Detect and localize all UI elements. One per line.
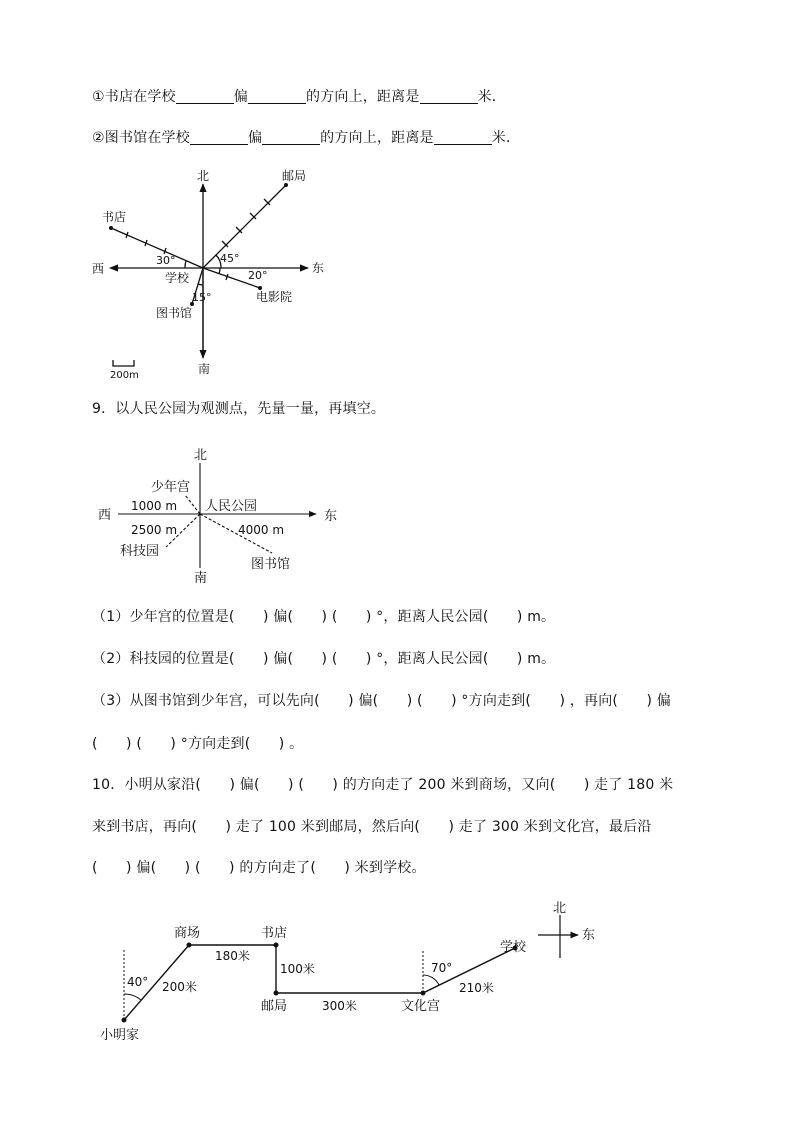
q10-label-post-office: 邮局 (261, 999, 288, 1014)
q8-angle-45: 45° (220, 252, 240, 265)
q8-line1-part1: ①书店在学校 (92, 89, 176, 105)
q8-line2-part4: 米． (491, 130, 521, 146)
q9-label-west: 西 (98, 508, 112, 523)
q8-label-post-office: 邮局 (282, 169, 307, 183)
q8-label-west: 西 (92, 262, 105, 276)
q9-ray-youth-palace (185, 495, 200, 514)
q9-label-library: 图书馆 (251, 557, 291, 572)
q8-label-bookstore: 书店 (102, 210, 127, 224)
q10-angle-40: 40° (127, 975, 149, 989)
q8-line2-part1: ②图书馆在学校 (92, 130, 190, 146)
q9-question-2: （2）科技园的位置是( ) 偏( ) ( ) °，距离人民公园( ) m。 (92, 651, 556, 667)
q10-dist-300: 300米 (322, 999, 357, 1013)
q8-label-cinema: 电影院 (256, 290, 293, 304)
q10-line-3: ( ) 偏( ) ( ) 的方向走了( ) 米到学校。 (92, 860, 426, 876)
q8-angle-15: 15° (192, 291, 212, 304)
q10-label-home: 小明家 (100, 1028, 140, 1043)
q9-question-3a: （3）从图书馆到少年宫，可以先向( ) 偏( ) ( ) °方向走到( ) ，再向( ) 偏 (92, 693, 671, 709)
q10-dist-180: 180米 (215, 949, 250, 963)
q10-label-school: 学校 (500, 940, 527, 955)
q8-label-south: 南 (198, 362, 211, 376)
q9-title: 9．以人民公园为观测点，先量一量，再填空。 (92, 401, 386, 417)
q10-label-mall: 商场 (174, 926, 201, 941)
q8-line1-part4: 米． (477, 89, 506, 105)
q9-label-youth-palace: 少年宫 (151, 480, 191, 495)
q8-line2-part3: 的方向上，距离是 (320, 130, 434, 146)
q10-line-2: 来到书店，再向( ) 走了 100 米到邮局，然后向( ) 走了 300 米到文化宫，最后沿 (92, 819, 652, 835)
q9-question-1: （1）少年宫的位置是( ) 偏( ) ( ) °，距离人民公园( ) m。 (92, 609, 556, 625)
q10-compass-north: 北 (553, 901, 567, 916)
q8-line2-part2: 偏 (247, 130, 263, 146)
q9-label-south: 南 (194, 571, 208, 586)
q9-label-tech-park: 科技园 (120, 544, 160, 559)
q8-label-north: 北 (197, 169, 210, 183)
q9-dist-library: 4000 m (238, 523, 285, 537)
q10-compass-east: 东 (582, 928, 596, 943)
q9-dist-tech: 2500 m (131, 523, 178, 537)
q10-label-culture-palace: 文化宫 (401, 999, 441, 1014)
q8-angle-30: 30° (156, 254, 176, 267)
q8-angle-20: 20° (248, 269, 268, 282)
q9-question-3b: ( ) ( ) °方向走到( ) 。 (92, 736, 304, 752)
q10-dist-200: 200米 (162, 980, 197, 994)
q9-dist-youth: 1000 m (131, 499, 178, 513)
q10-line-1: 10．小明从家沿( ) 偏( ) ( ) 的方向走了 200 米到商场，又向( ) 走了 180 米 (92, 777, 674, 793)
q8-label-school: 学校 (165, 271, 190, 285)
q9-label-east: 东 (324, 509, 338, 524)
q8-label-library: 图书馆 (156, 306, 193, 320)
q8-scale-label: 200m (110, 370, 139, 381)
q10-label-bookstore: 书店 (261, 926, 288, 941)
ray-post-office (203, 185, 286, 268)
q9-label-center: 人民公园 (205, 499, 258, 514)
q10-angle-70: 70° (431, 961, 453, 975)
q8-line1-part3: 的方向上，距离是 (305, 89, 420, 105)
q9-label-north: 北 (194, 448, 208, 463)
q8-line1-part2: 偏 (233, 89, 248, 105)
q8-label-east: 东 (312, 261, 325, 275)
q10-dist-210: 210米 (459, 981, 494, 995)
q10-dist-100: 100米 (280, 962, 315, 976)
